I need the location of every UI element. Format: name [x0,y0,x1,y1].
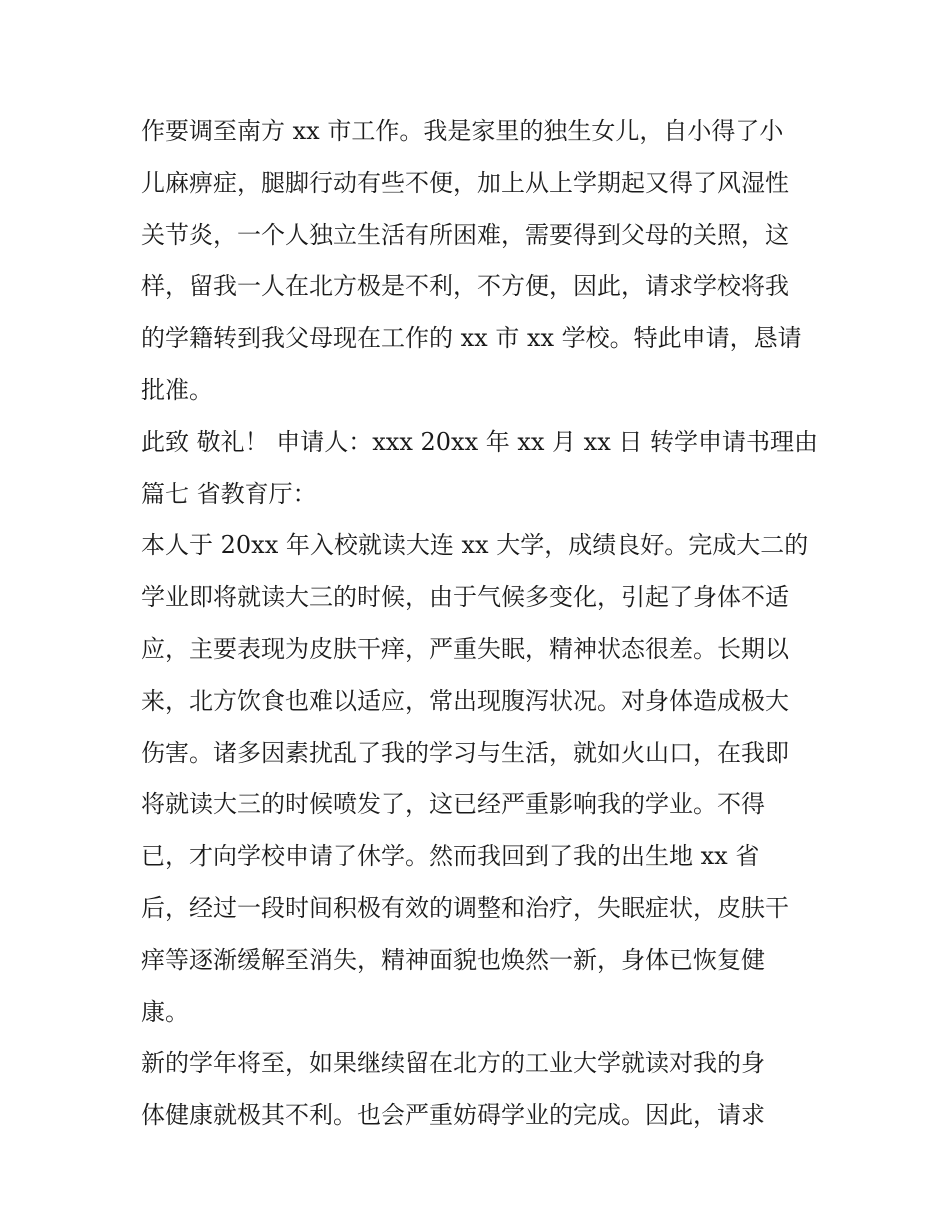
text-line: 关节炎，一个人独立生活有所困难，需要得到父母的关照，这 [141,220,789,249]
text-line: 此致 敬礼！ 申请人：xxx 20xx 年 xx 月 xx 日 转学申请书理由 [141,427,819,456]
text-line: 作要调至南方 xx 市工作。我是家里的独生女儿，自小得了小 [141,117,784,145]
text-line: 后，经过一段时间积极有效的调整和治疗，失眠症状，皮肤干 [141,893,789,922]
text-line: 本人于 20xx 年入校就读大连 xx 大学，成绩良好。完成大二的 [141,531,809,560]
text-line: 新的学年将至，如果继续留在北方的工业大学就读对我的身 [141,1049,765,1078]
text-line: 批准。 [141,375,213,404]
text-line: 篇七 省教育厅： [141,479,317,508]
text-line: 来，北方饮食也难以适应，常出现腹泻状况。对身体造成极大 [141,686,789,715]
text-line: 康。 [141,997,189,1026]
text-line: 痒等逐渐缓解至消失，精神面貌也焕然一新，身体已恢复健 [141,945,765,974]
text-line: 样，留我一人在北方极是不利，不方便，因此，请求学校将我 [141,272,789,301]
text-line: 已，才向学校申请了休学。然而我回到了我的出生地 xx 省 [141,842,760,871]
text-line: 的学籍转到我父母现在工作的 xx 市 xx 学校。特此申请，恳请 [141,324,802,353]
text-line: 伤害。诸多因素扰乱了我的学习与生活，就如火山口，在我即 [141,738,789,767]
text-line: 儿麻痹症，腿脚行动有些不便，加上从上学期起又得了风湿性 [141,168,789,197]
text-line: 体健康就极其不利。也会严重妨碍学业的完成。因此，请求 [141,1101,765,1130]
text-line: 应，主要表现为皮肤干痒，严重失眠，精神状态很差。长期以 [141,634,789,663]
document-body [141,106,821,1142]
text-line: 学业即将就读大三的时候，由于气候多变化，引起了身体不适 [141,583,789,612]
text-line: 将就读大三的时候喷发了，这已经严重影响我的学业。不得 [141,790,765,819]
